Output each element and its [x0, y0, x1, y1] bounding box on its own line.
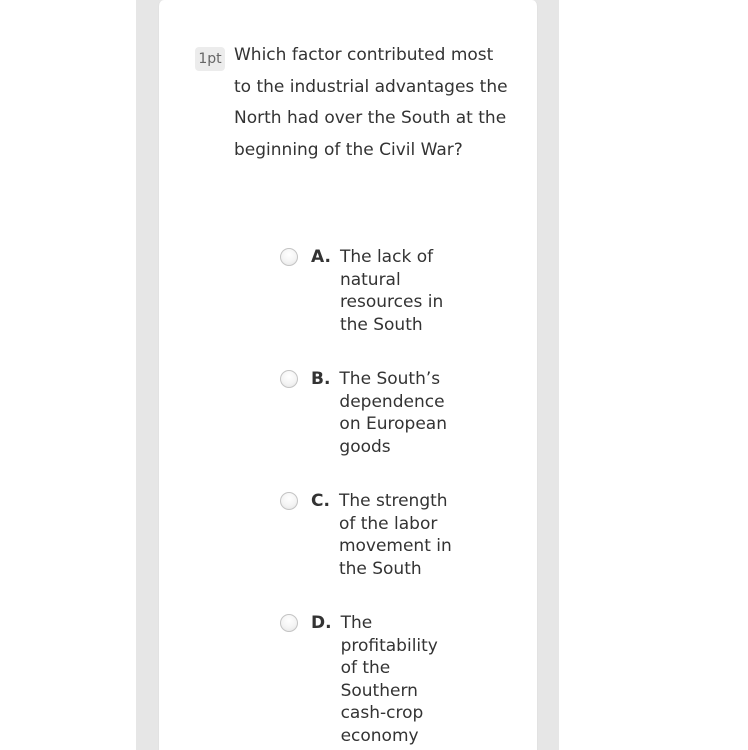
option-d-radio[interactable] [280, 614, 298, 632]
option-c-letter: C. [311, 491, 330, 511]
option-d-text[interactable]: The profitability of the Southern cash-crop economy [340, 613, 438, 746]
option-b-text[interactable]: The South’s dependence on European goods [339, 369, 447, 457]
option-c-radio[interactable] [280, 492, 298, 510]
answer-options [280, 246, 520, 746]
option-a-letter: A. [311, 247, 331, 267]
option-c-text[interactable]: The strength of the labor movement in the South [338, 491, 452, 579]
option-d[interactable] [280, 612, 520, 746]
option-b-radio[interactable] [280, 370, 298, 388]
question-text: Which factor contributed most to the industrial advantages the North had over the South at the beginning of the Civil War? [234, 45, 508, 160]
option-b-letter: B. [311, 369, 331, 389]
option-a-radio[interactable] [280, 248, 298, 266]
option-a-text[interactable]: The lack of natural resources in the South [339, 247, 444, 335]
points-badge: 1pt [195, 47, 225, 71]
option-a[interactable] [280, 246, 520, 368]
option-b[interactable] [280, 368, 520, 490]
option-c[interactable] [280, 490, 520, 612]
option-d-letter: D. [311, 613, 332, 633]
